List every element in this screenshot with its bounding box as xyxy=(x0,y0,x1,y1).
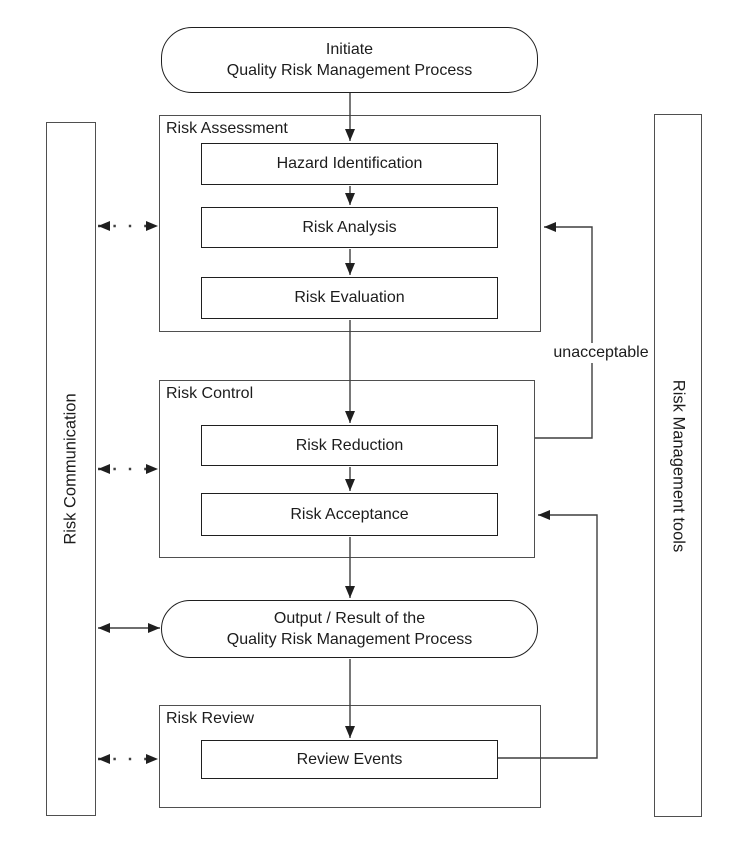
edge-unacceptable-feedback xyxy=(535,227,592,438)
risk-analysis-box: Risk Analysis xyxy=(201,207,498,248)
risk-management-tools-label: Risk Management tools xyxy=(669,379,688,552)
review-events-box: Review Events xyxy=(201,740,498,779)
hazard-identification-box: Hazard Identification xyxy=(201,143,498,185)
output-node-line2: Quality Risk Management Process xyxy=(226,631,473,648)
output-node xyxy=(161,600,538,658)
start-node-line1: Initiate xyxy=(325,41,374,58)
risk-assessment-title: Risk Assessment xyxy=(166,120,288,137)
output-node-line1: Output / Result of the xyxy=(273,610,426,627)
risk-acceptance-box: Risk Acceptance xyxy=(201,493,498,536)
risk-reduction-box: Risk Reduction xyxy=(201,425,498,466)
risk-control-title: Risk Control xyxy=(166,385,254,402)
risk-evaluation-box: Risk Evaluation xyxy=(201,277,498,319)
risk-review-title: Risk Review xyxy=(166,710,255,727)
start-node xyxy=(161,27,538,93)
unacceptable-edge-label: unacceptable xyxy=(550,343,651,363)
start-node-line2: Quality Risk Management Process xyxy=(226,62,473,79)
risk-communication-label: Risk Communication xyxy=(61,393,80,545)
